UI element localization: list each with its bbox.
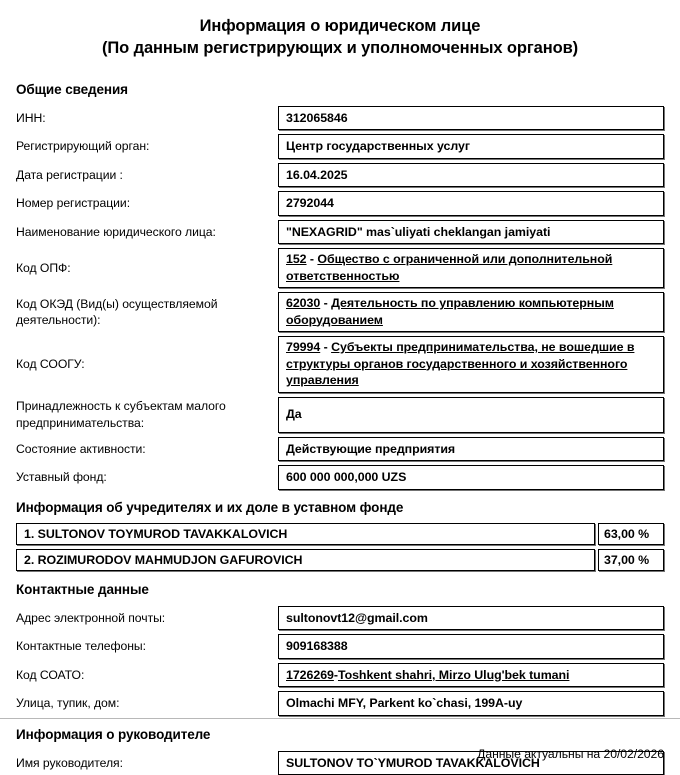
value-address: Olmachi MFY, Parkent ko`chasi, 199A-uy — [278, 691, 664, 716]
label-registration-date: Дата регистрации : — [16, 167, 123, 182]
field-row-activity-status — [16, 437, 664, 462]
founders-table — [16, 523, 664, 571]
field-row-registering-body — [16, 134, 664, 159]
field-row-phones — [16, 634, 664, 659]
value-oked-code-number: 62030 — [286, 296, 321, 311]
footer-actuality-note: Данные актуальны на 20/02/2026 — [477, 747, 664, 761]
label-small-business-line-1: Принадлежность к субъектам малого — [16, 399, 226, 414]
label-charter-fund: Уставный фонд: — [16, 470, 107, 485]
value-email: sultonovt12@gmail.com — [278, 606, 664, 631]
value-soato-code — [278, 663, 664, 688]
founder-name: 1. SULTONOV TOYMUROD TAVAKKALOVICH — [16, 523, 595, 545]
value-opf-code-number: 152 — [286, 252, 307, 267]
value-soato-code-description: Toshkent shahri, Mirzo Ulug'bek tumani — [337, 667, 570, 682]
value-soogu-code-number: 79994 — [286, 340, 321, 355]
value-registration-date: 16.04.2025 — [278, 163, 664, 188]
label-registration-number: Номер регистрации: — [16, 196, 131, 211]
value-registration-number: 2792044 — [278, 191, 664, 216]
value-director-name: SULTONOV TO`YMUROD TAVAKKALOVICH — [278, 751, 664, 775]
value-soato-code-separator: - — [333, 667, 338, 682]
label-soogu-code: Код СООГУ: — [16, 357, 85, 372]
label-entity-name: Наименование юридического лица: — [16, 224, 216, 239]
founder-share: 37,00 % — [598, 549, 664, 571]
label-oked-code — [16, 292, 278, 332]
field-row-registration-date — [16, 163, 664, 188]
label-opf-code: Код ОПФ: — [16, 260, 71, 275]
field-row-address — [16, 691, 664, 716]
value-small-business: Да — [278, 397, 664, 433]
value-charter-fund: 600 000 000,000 UZS — [278, 465, 664, 490]
value-activity-status: Действующие предприятия — [278, 437, 664, 462]
label-activity-status: Состояние активности: — [16, 441, 146, 456]
label-registering-body: Регистрирующий орган: — [16, 139, 150, 154]
value-oked-code-description: Деятельность по управлению компьютерным оборудованием — [286, 296, 614, 327]
page-title — [16, 0, 664, 60]
table-row — [16, 523, 664, 545]
general-fields — [16, 106, 664, 490]
field-row-soato-code — [16, 663, 664, 688]
value-opf-code — [278, 248, 664, 288]
section-heading-contacts: Контактные данные — [16, 581, 149, 597]
value-soato-code-number: 1726269 — [286, 667, 334, 682]
field-row-entity-name — [16, 220, 664, 245]
label-small-business-line-2: предпринимательства: — [16, 415, 145, 430]
field-row-small-business — [16, 397, 664, 433]
label-soato-code: Код СОАТО: — [16, 667, 85, 682]
field-row-oked-code — [16, 292, 664, 332]
label-director-name: Имя руководителя: — [16, 755, 123, 770]
section-heading-general: Общие сведения — [16, 81, 128, 97]
value-soogu-code-separator: - — [320, 340, 332, 355]
founder-name: 2. ROZIMURODOV MAHMUDJON GAFUROVICH — [16, 549, 595, 571]
value-soogu-code — [278, 336, 664, 393]
value-opf-code-description: Общество с ограниченной или дополнительной ответственностью — [286, 252, 613, 283]
label-small-business-text — [16, 398, 226, 430]
label-inn: ИНН: — [16, 110, 46, 125]
table-row — [16, 549, 664, 571]
section-heading-director: Информация о руководителе — [16, 726, 211, 742]
label-address: Улица, тупик, дом: — [16, 696, 120, 711]
value-phones: 909168388 — [278, 634, 664, 659]
value-soogu-code-description: Субъекты предпринимательства, не вошедшие в структуры органов государственного и хозяйственного управления — [286, 340, 635, 388]
value-oked-code-separator: - — [320, 296, 332, 311]
value-inn: 312065846 — [278, 106, 664, 131]
value-entity-name: "NEXAGRID" mas`uliyati cheklangan jamiyati — [278, 220, 664, 245]
field-row-soogu-code — [16, 336, 664, 393]
value-registering-body: Центр государственных услуг — [278, 134, 664, 159]
field-row-charter-fund — [16, 465, 664, 490]
page-title-line-1: Информация о юридическом лице — [199, 17, 481, 35]
label-oked-code-line-2: деятельности): — [16, 313, 101, 328]
label-oked-code-text — [16, 296, 217, 328]
label-email: Адрес электронной почты: — [16, 610, 166, 625]
label-small-business — [16, 397, 278, 433]
founder-share: 63,00 % — [598, 523, 664, 545]
page-title-line-2: (По данным регистрирующих и уполномоченных органов) — [101, 38, 579, 57]
label-phones: Контактные телефоны: — [16, 639, 146, 654]
value-oked-code — [278, 292, 664, 332]
section-heading-founders: Информация об учредителях и их доле в уставном фонде — [16, 499, 404, 515]
field-row-opf-code — [16, 248, 664, 288]
field-row-email — [16, 606, 664, 631]
field-row-inn — [16, 106, 664, 131]
label-oked-code-line-1: Код ОКЭД (Вид(ы) осуществляемой — [16, 296, 218, 311]
contact-fields — [16, 606, 664, 716]
footer-divider — [0, 718, 680, 719]
value-opf-code-separator: - — [306, 252, 318, 267]
field-row-registration-number — [16, 191, 664, 216]
